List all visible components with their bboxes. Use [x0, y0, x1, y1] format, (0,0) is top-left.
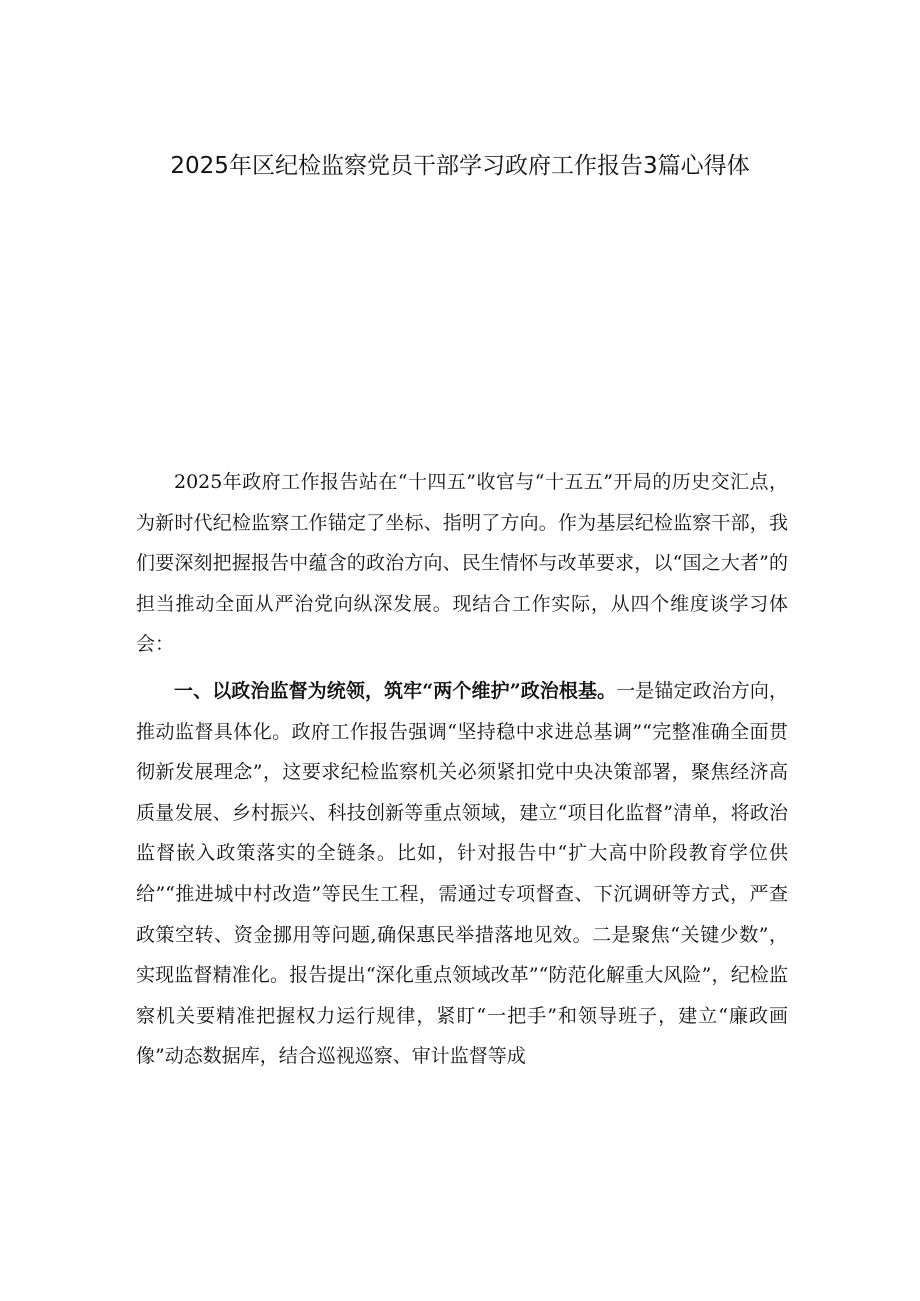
section-one-text: 一是锚定政治方向，推动监督具体化。政府工作报告强调“坚持稳中求进总基调”“完整准确全面贯彻新发展理念”，这要求纪检监察机关必须紧扣党中央决策部署，聚焦经济高质量发展、乡村振兴、科技创新等重点领域，建立“项目化监督”清单，将政治监督嵌入政策落实的全链条。比如，针对报告中“扩大高中阶段教育学位供给”“推进城中村改造”等民生工程，需通过专项督查、下沉调研等方式，严查政策空转、资金挪用等问题,确保惠民举措落地见效。二是聚焦“关键少数”，实现监督精准化。报告提出“深化重点领域改革”“防范化解重大风险”，纪检监察机关要精准把握权力运行规律，紧盯“一把手”和领导班子，建立“廉政画像”动态数据库，结合巡视巡察、审计监督等成 — [136, 679, 788, 1068]
section-one-paragraph — [136, 671, 788, 1077]
intro-paragraph — [136, 462, 788, 665]
section-one-heading: 一、以政治监督为统领，筑牢“两个维护”政治根基。 — [174, 679, 617, 702]
intro-paragraph-text: 2025年政府工作报告站在“十四五”收官与“十五五”开局的历史交汇点，为新时代纪检监察工作锚定了坐标、指明了方向。作为基层纪检监察干部，我们要深刻把握报告中蕴含的政治方向、民生情怀与改革要求，以“国之大者”的担当推动全面从严治党向纵深发展。现结合工作实际，从四个维度谈学习体会： — [136, 471, 788, 656]
document-body — [136, 462, 788, 1077]
document-title: 2025年区纪检监察党员干部学习政府工作报告3篇心得体 — [170, 153, 750, 179]
